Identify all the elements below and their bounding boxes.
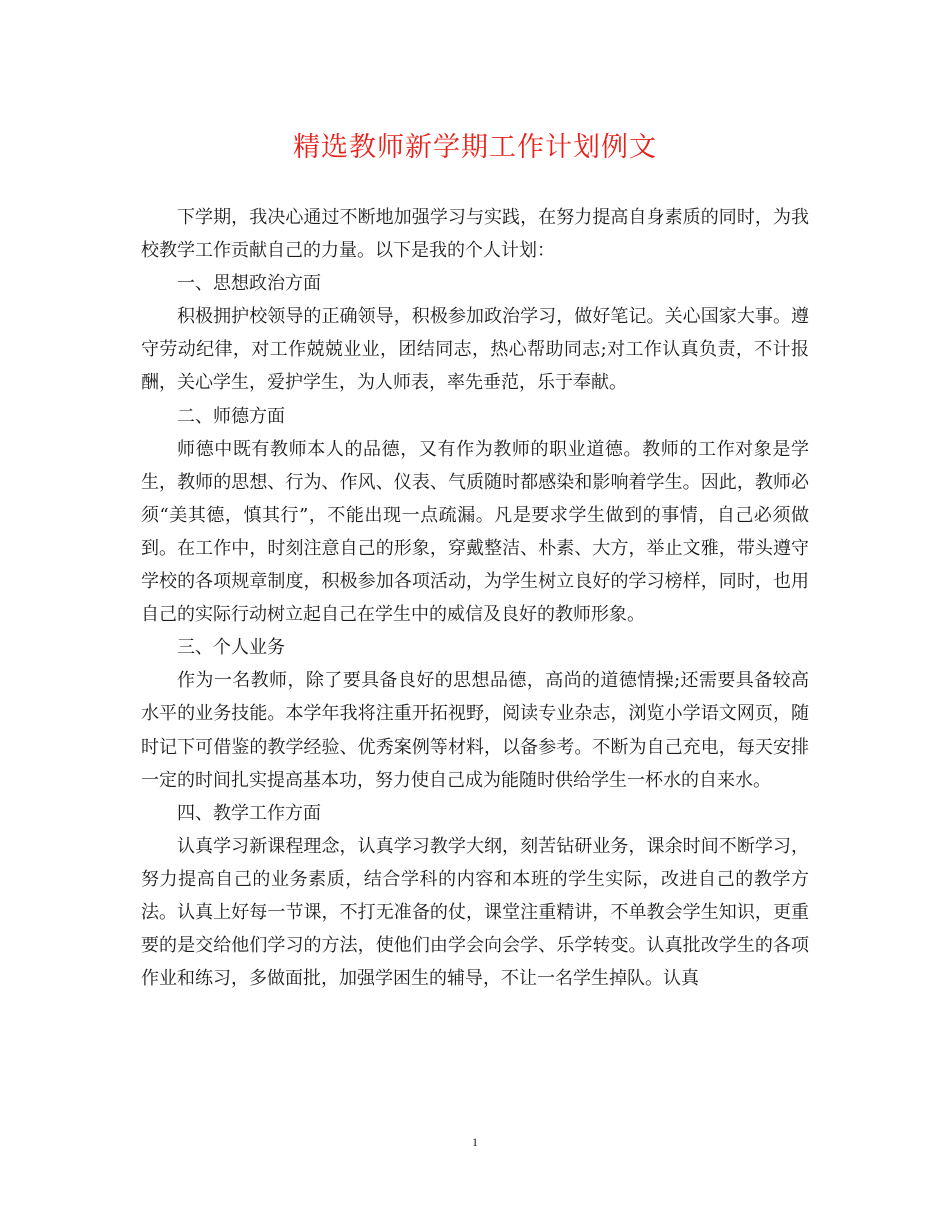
document-title: 精选教师新学期工作计划例文 — [293, 132, 657, 163]
section-heading-politics: 一、思想政治方面 — [177, 273, 321, 295]
personal-paragraph: 作为一名教师，除了要具备良好的思想品德，高尚的道德情操;还需要具备较高水平的业务技能。本学年我将注重开拓视野，阅读专业杂志，浏览小学语文网页，随时记下可借鉴的教学经验、优秀案例等材料，以备参考。不断为自己充电，每天安排一定的时间扎实提高基本功，努力使自己成为能随时供给学生一杯水的自来水。 — [141, 670, 809, 791]
teaching-paragraph: 认真学习新课程理念，认真学习教学大纲，刻苦钻研业务，课余时间不断学习，努力提高自己的业务素质，结合学科的内容和本班的学生实际，改进自己的教学方法。认真上好每一节课，不打无准备的仗，课堂注重精讲，不单教会学生知识，更重要的是交给他们学习的方法，使他们由学会向会学、乐学转变。认真批改学生的各项作业和练习，多做面批，加强学困生的辅导，不让一名学生掉队。认真 — [141, 835, 809, 990]
ethics-paragraph: 师德中既有教师本人的品德，又有作为教师的职业道德。教师的工作对象是学生，教师的思想、行为、作风、仪表、气质随时都感染和影响着学生。因此，教师必须“美其德，慎其行”，不能出现一点疏漏。凡是要求学生做到的事情，自己必须做到。在工作中，时刻注意自己的形象，穿戴整洁、朴素、大方，举止文雅，带头遵守学校的各项规章制度，积极参加各项活动，为学生树立良好的学习榜样，同时，也用自己的实际行动树立起自己在学生中的威信及良好的教师形象。 — [141, 438, 809, 626]
section-heading-teaching: 四、教学工作方面 — [177, 802, 321, 824]
document-body — [141, 201, 809, 995]
section-heading-ethics: 二、师德方面 — [177, 405, 285, 427]
page-number: 1 — [472, 1135, 478, 1149]
section-heading-personal: 三、个人业务 — [177, 637, 285, 659]
politics-paragraph: 积极拥护校领导的正确领导，积极参加政治学习，做好笔记。关心国家大事。遵守劳动纪律，对工作兢兢业业，团结同志，热心帮助同志;对工作认真负责，不计报酬，关心学生，爱护学生，为人师表，率先垂范，乐于奉献。 — [141, 306, 809, 394]
intro-paragraph: 下学期，我决心通过不断地加强学习与实践，在努力提高自身素质的同时，为我校教学工作贡献自己的力量。以下是我的个人计划： — [141, 207, 809, 262]
